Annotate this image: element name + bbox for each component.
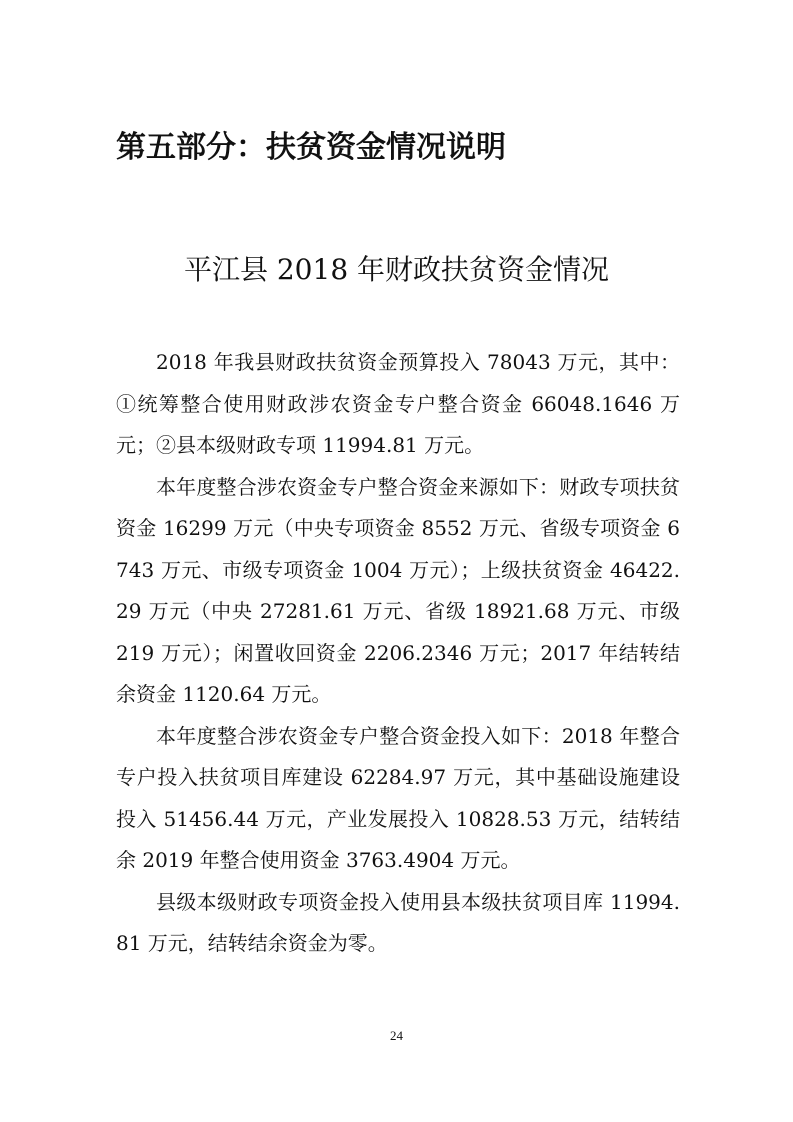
paragraph-funding-sources: 本年度整合涉农资金专户整合资金来源如下：财政专项扶贫资金 16299 万元（中央专项资金 8552 万元、省级专项资金 6743 万元、市级专项资金 1004 万元）；上级扶贫资金 46422.29 万元（中央 27281.61 万元、省级 18921.68 万元、市级 219 万元）；闲置收回资金 2206.2346 万元；2017 年结转结余资金 1120.64 万元。 bbox=[116, 474, 680, 706]
section-heading: 第五部分：扶贫资金情况说明 bbox=[116, 130, 506, 165]
paragraph-county-special-funds: 县级本级财政专项资金投入使用县本级扶贫项目库 11994.81 万元，结转结余资金为零。 bbox=[116, 889, 680, 955]
body-text bbox=[116, 342, 680, 965]
page-number: 24 bbox=[390, 1028, 403, 1043]
paragraph-budget-overview: 2018 年我县财政扶贫资金预算投入 78043 万元，其中：①统筹整合使用财政涉农资金专户整合资金 66048.1646 万元；②县本级财政专项 11994.81 万元。 bbox=[116, 350, 680, 457]
document-title: 平江县 2018 年财政扶贫资金情况 bbox=[183, 253, 610, 286]
paragraph-fund-investment: 本年度整合涉农资金专户整合资金投入如下：2018 年整合专户投入扶贫项目库建设 62284.97 万元，其中基础设施建设投入 51456.44 万元，产业发展投入 10828.53 万元，结转结余 2019 年整合使用资金 3763.4904 万元。 bbox=[116, 723, 680, 872]
